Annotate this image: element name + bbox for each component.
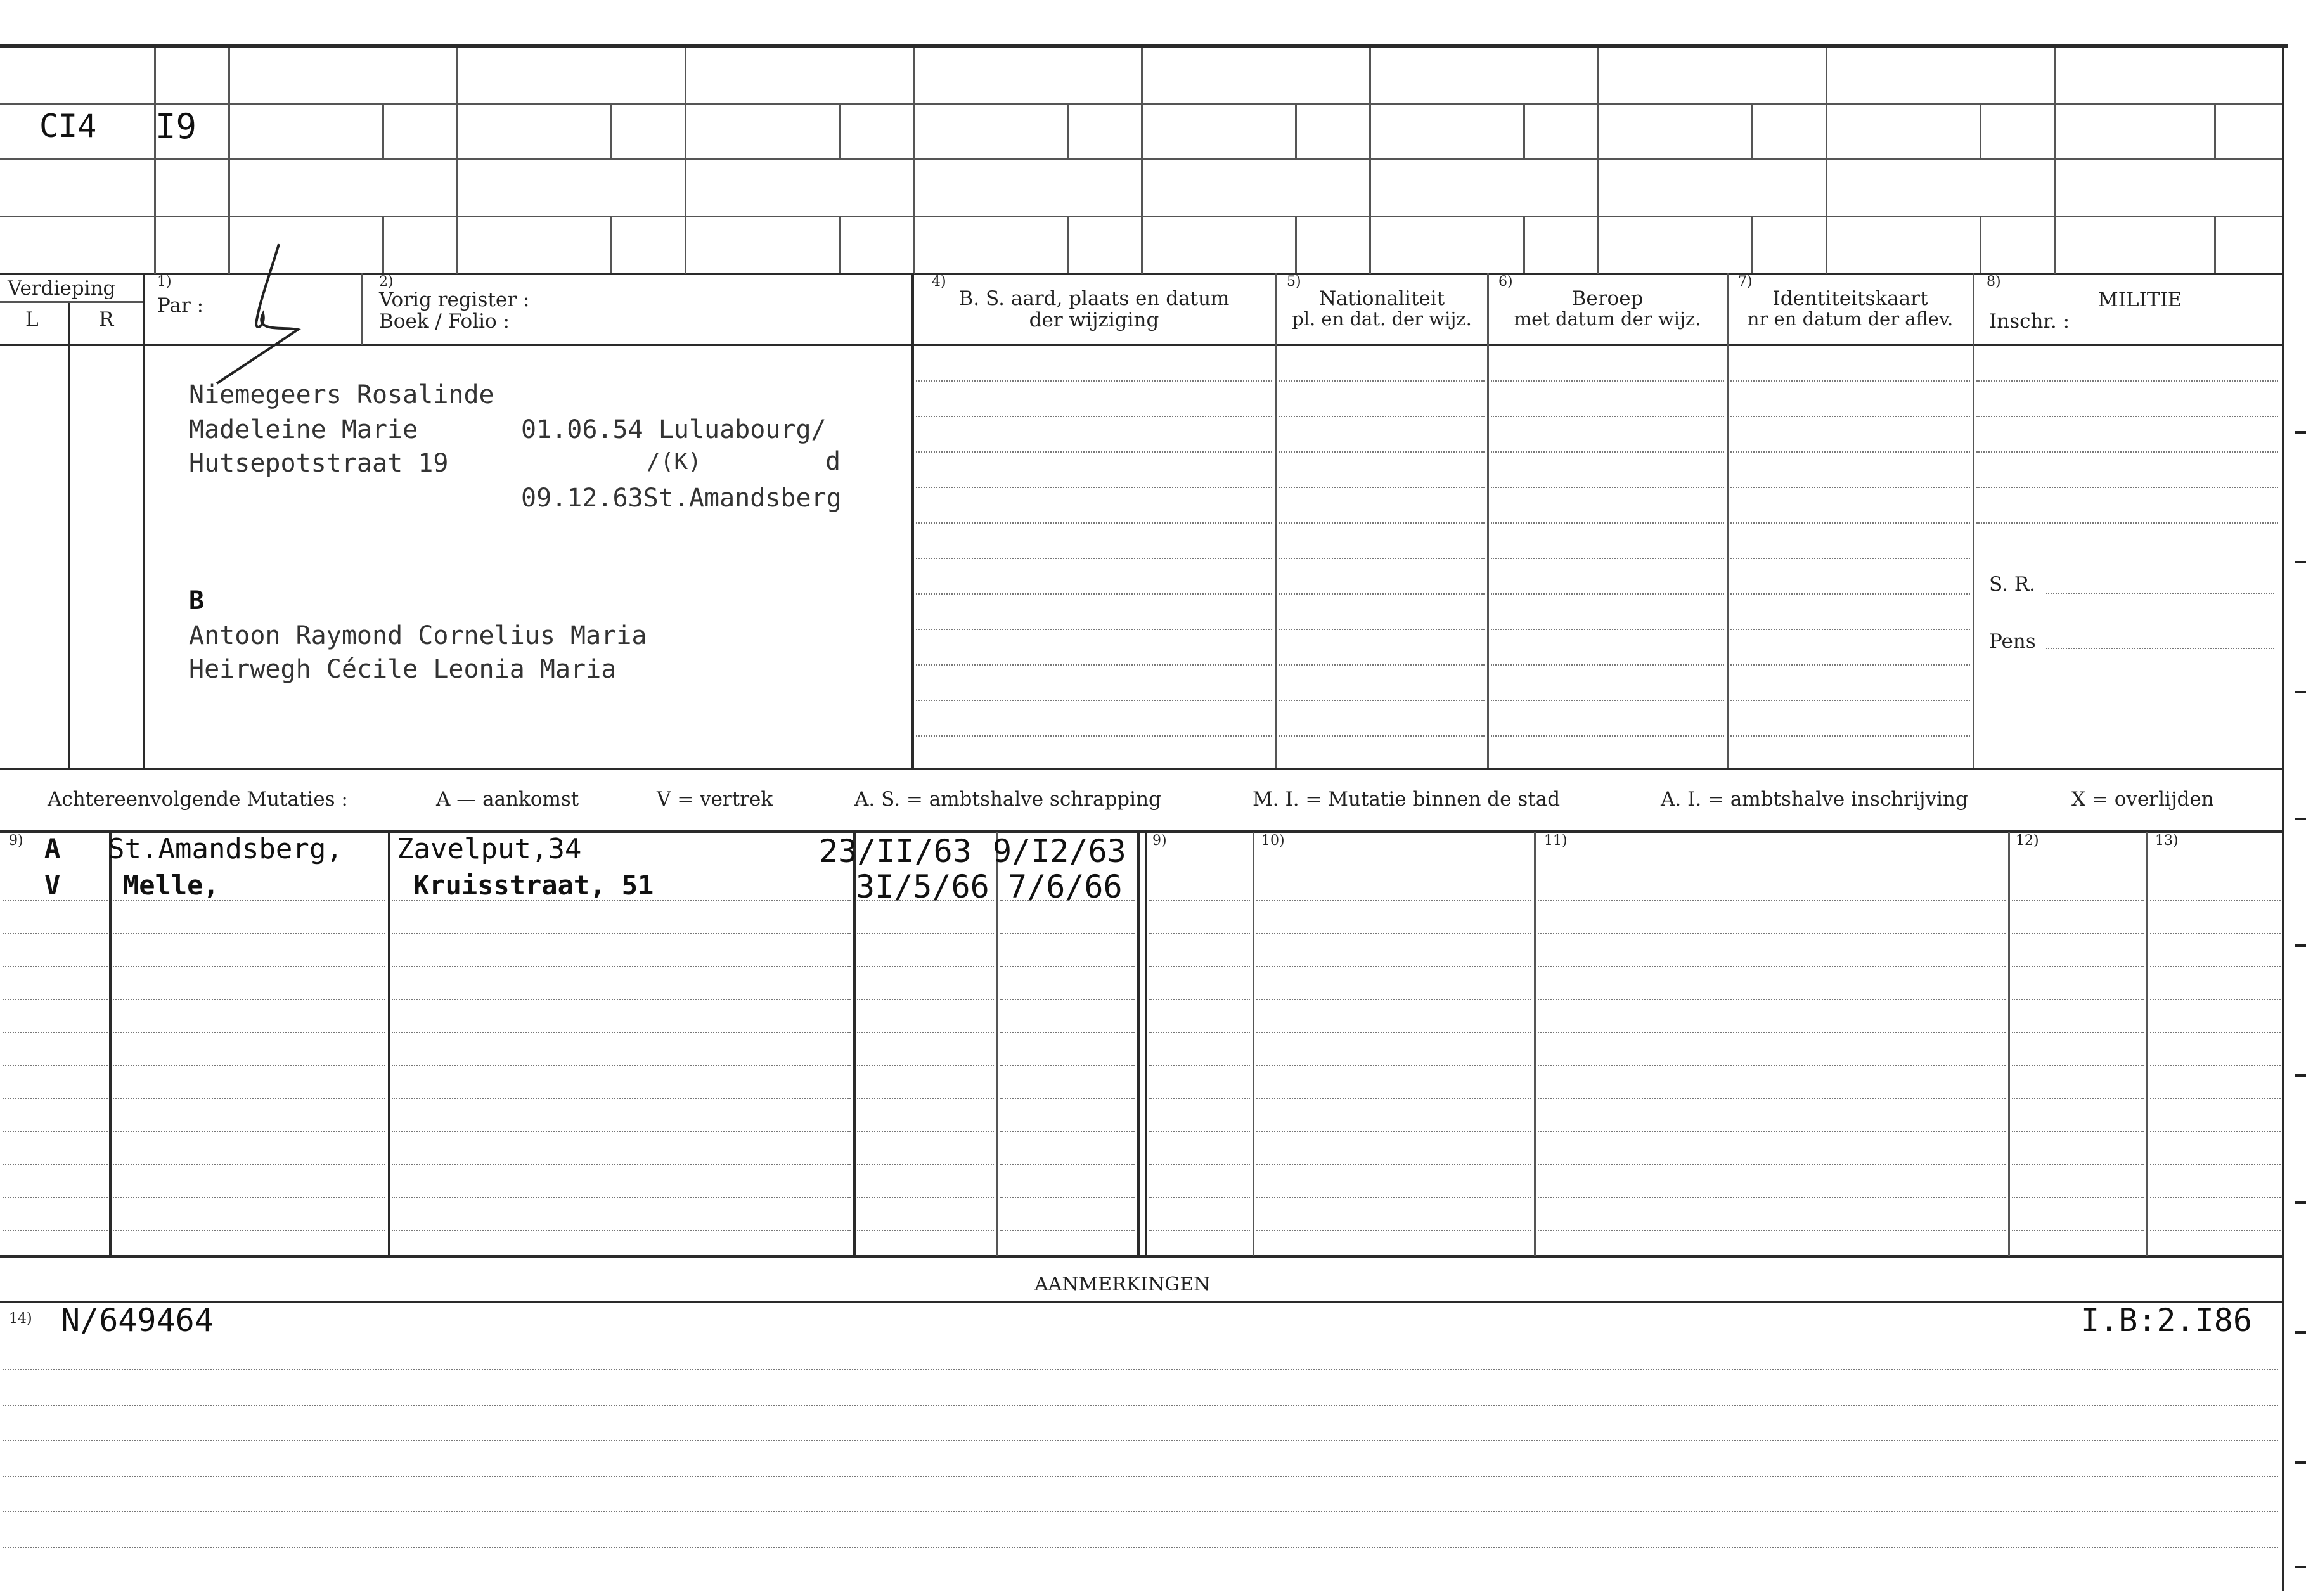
- ruled-line: [1149, 1197, 1250, 1198]
- ruled-line: [3, 1197, 108, 1198]
- ruled-line: [1491, 629, 1724, 630]
- ruled-line: [1538, 1065, 2006, 1066]
- ruled-line: [2150, 1131, 2281, 1132]
- sr-label: S. R.: [1989, 573, 2036, 596]
- ruled-line: [2012, 1032, 2144, 1033]
- mutation-street: Kruisstraat, 51: [413, 870, 654, 901]
- ruled-line: [1730, 380, 1970, 382]
- ruled-line: [3, 933, 108, 934]
- ruled-line: [1730, 558, 1970, 559]
- field-number: 13): [2155, 833, 2179, 849]
- ruled-line: [916, 558, 1272, 559]
- field-number: 8): [1987, 274, 2001, 290]
- ruled-line: [857, 1197, 994, 1198]
- ruled-line: [857, 1230, 994, 1231]
- ruled-line: [1256, 1065, 1531, 1066]
- ruled-line: [1976, 416, 2278, 417]
- ruled-line: [392, 999, 851, 1000]
- ruled-line: [3, 1440, 2278, 1441]
- ruled-line: [1279, 487, 1485, 488]
- ruled-line: [113, 1131, 385, 1132]
- ruled-line: [113, 933, 385, 934]
- ruled-line: [2012, 966, 2144, 967]
- mutation-place: St.Amandsberg,: [108, 833, 343, 865]
- ruled-line: [392, 1230, 851, 1231]
- ruled-line: [1730, 700, 1970, 701]
- field-number: 2): [379, 274, 394, 290]
- legend-official-registration: A. I. = ambtshalve inschrijving: [1661, 788, 1968, 811]
- ruled-line: [1730, 487, 1970, 488]
- ruled-line: [1256, 933, 1531, 934]
- ruled-line: [916, 664, 1272, 666]
- ruled-line: [1491, 380, 1724, 382]
- mutation-type: V: [44, 870, 61, 901]
- ruled-line: [1279, 522, 1485, 524]
- bs-header-line2: der wijziging: [1029, 309, 1159, 331]
- ruled-line: [1538, 1230, 2006, 1231]
- ruled-line: [1730, 522, 1970, 524]
- ruled-line: [857, 1131, 994, 1132]
- ruled-line: [1256, 966, 1531, 967]
- ruled-line: [1538, 1098, 2006, 1099]
- ruled-line: [1976, 380, 2278, 382]
- ruled-line: [1730, 629, 1970, 630]
- ruled-line: [2012, 933, 2144, 934]
- field-number: 4): [932, 274, 946, 290]
- ruled-line: [1279, 664, 1485, 666]
- ruled-line: [916, 700, 1272, 701]
- ruled-line: [1256, 900, 1531, 901]
- ruled-line: [1256, 1098, 1531, 1099]
- ruled-line: [2012, 900, 2144, 901]
- ruled-line: [1256, 1230, 1531, 1231]
- ruled-line: [1256, 1164, 1531, 1165]
- ruled-line: [3, 1547, 2278, 1548]
- ruled-line: [1149, 1065, 1250, 1066]
- ruled-line: [857, 1164, 994, 1165]
- ruled-line: [1538, 999, 2006, 1000]
- ruled-line: [1491, 664, 1724, 666]
- ruled-line: [1538, 1197, 2006, 1198]
- ruled-line: [1491, 700, 1724, 701]
- ruled-line: [1000, 1230, 1135, 1231]
- handwritten-bracket-mark: [209, 238, 311, 402]
- ruled-line: [1149, 933, 1250, 934]
- field-number: 12): [2016, 833, 2039, 849]
- person-birth-note: /(K): [647, 449, 702, 475]
- ruled-line: [113, 1065, 385, 1066]
- ruled-line: [3, 1164, 108, 1165]
- ruled-line: [857, 966, 994, 967]
- ruled-line: [1491, 487, 1724, 488]
- nationality-header-line2: pl. en dat. der wijz.: [1292, 308, 1472, 330]
- field-number: 6): [1498, 274, 1513, 290]
- legend-arrival: A — aankomst: [436, 788, 579, 811]
- ruled-line: [916, 487, 1272, 488]
- ruled-line: [857, 1098, 994, 1099]
- card-code-left: CI4: [39, 108, 97, 145]
- ruled-line: [1256, 999, 1531, 1000]
- ruled-line: [3, 1131, 108, 1132]
- legend-official-removal: A. S. = ambtshalve schrapping: [854, 788, 1161, 811]
- ruled-line: [2150, 1164, 2281, 1165]
- ruled-line: [1000, 966, 1135, 967]
- ruled-line: [1730, 416, 1970, 417]
- ruled-line: [3, 1476, 2278, 1477]
- ruled-line: [2012, 1065, 2144, 1066]
- right-label: R: [99, 308, 114, 331]
- person-date2: 09.12.63St.Amandsberg: [521, 484, 842, 513]
- ruled-line: [1976, 522, 2278, 524]
- left-label: L: [25, 308, 39, 331]
- boek-folio-label: Boek / Folio :: [379, 310, 510, 333]
- ruled-line: [916, 416, 1272, 417]
- ruled-line: [1279, 735, 1485, 737]
- ruled-line: [392, 966, 851, 967]
- ruled-line: [2150, 1230, 2281, 1231]
- person-address: Hutsepotstraat 19: [189, 449, 449, 478]
- ruled-line: [113, 1197, 385, 1198]
- id-card-header-line1: Identiteitskaart: [1772, 287, 1928, 310]
- ruled-line: [1538, 933, 2006, 934]
- ruled-line: [1000, 933, 1135, 934]
- ruled-line: [1279, 700, 1485, 701]
- legend-internal-move: M. I. = Mutatie binnen de stad: [1253, 788, 1561, 811]
- ruled-line: [3, 999, 108, 1000]
- legend-death: X = overlijden: [2071, 788, 2214, 811]
- field-number: 1): [157, 274, 172, 290]
- ruled-line: [857, 1032, 994, 1033]
- ruled-line: [1149, 1032, 1250, 1033]
- ruled-line: [2012, 1230, 2144, 1231]
- ruled-line: [1279, 380, 1485, 382]
- ruled-line: [2012, 1197, 2144, 1198]
- field-number: 14): [9, 1311, 32, 1327]
- ruled-line: [113, 966, 385, 967]
- ruled-line: [1491, 416, 1724, 417]
- ruled-line: [1730, 664, 1970, 666]
- ruled-line: [1279, 451, 1485, 453]
- ruled-line: [113, 1164, 385, 1165]
- ruled-line: [857, 999, 994, 1000]
- ruled-line: [1538, 1032, 2006, 1033]
- ruled-line: [3, 1098, 108, 1099]
- person-name: Niemegeers Rosalinde: [189, 380, 494, 409]
- person-father: Antoon Raymond Cornelius Maria: [189, 621, 647, 650]
- legend-title: Achtereenvolgende Mutaties :: [48, 788, 348, 811]
- mutation-date-arrival: 23/II/63: [819, 833, 972, 870]
- ruled-line: [916, 380, 1272, 382]
- ruled-line: [1279, 593, 1485, 595]
- person-mother: Heirwegh Cécile Leonia Maria: [189, 655, 617, 684]
- ruled-line: [2150, 966, 2281, 967]
- person-b-mark: B: [189, 586, 205, 615]
- ruled-line: [1000, 1164, 1135, 1165]
- ruled-line: [1149, 1098, 1250, 1099]
- ruled-line: [2150, 1197, 2281, 1198]
- ruled-line: [1491, 558, 1724, 559]
- card-code-right: I9: [155, 106, 197, 146]
- ruled-line: [1000, 999, 1135, 1000]
- mutation-place: Melle,: [123, 870, 219, 901]
- mutation-date-deregistration: 7/6/66: [1008, 868, 1123, 905]
- legend-departure: V = vertrek: [657, 788, 773, 811]
- ruled-line: [1538, 1131, 2006, 1132]
- remarks-reference: N/649464: [61, 1302, 214, 1339]
- ruled-line: [1279, 416, 1485, 417]
- field-number: 11): [1544, 833, 1568, 849]
- ruled-line: [392, 933, 851, 934]
- ruled-line: [1279, 629, 1485, 630]
- ruled-line: [1491, 451, 1724, 453]
- ruled-line: [1000, 1098, 1135, 1099]
- ruled-line: [1149, 966, 1250, 967]
- ruled-line: [1491, 735, 1724, 737]
- mutation-type: A: [44, 833, 61, 864]
- ruled-line: [3, 966, 108, 967]
- ruled-line: [2012, 1098, 2144, 1099]
- ruled-line: [392, 1032, 851, 1033]
- ruled-line: [3, 1065, 108, 1066]
- ruled-line: [1000, 1065, 1135, 1066]
- ruled-line: [2150, 1065, 2281, 1066]
- ruled-line: [1730, 451, 1970, 453]
- ruled-line: [916, 593, 1272, 595]
- ruled-line: [1538, 1164, 2006, 1165]
- ruled-line: [1538, 900, 2006, 901]
- ruled-line: [113, 1230, 385, 1231]
- ruled-line: [3, 1405, 2278, 1406]
- person-d-mark: d: [825, 447, 841, 476]
- ruled-line: [113, 999, 385, 1000]
- id-card-header-line2: nr en datum der aflev.: [1747, 308, 1954, 330]
- pens-label: Pens: [1989, 630, 2036, 653]
- ruled-line: [2150, 1098, 2281, 1099]
- ruled-line: [916, 522, 1272, 524]
- ruled-line: [916, 629, 1272, 630]
- ruled-line: [1256, 1131, 1531, 1132]
- vorig-register-label: Vorig register :: [379, 288, 530, 311]
- ruled-line: [2150, 999, 2281, 1000]
- ruled-line: [1256, 1197, 1531, 1198]
- ruled-line: [1256, 1032, 1531, 1033]
- ruled-line: [1000, 1131, 1135, 1132]
- ruled-line: [1491, 593, 1724, 595]
- verdieping-label: Verdieping: [8, 277, 116, 300]
- field-number: 9): [9, 833, 23, 849]
- field-number: 9): [1152, 833, 1167, 849]
- ruled-line: [1730, 593, 1970, 595]
- ruled-line: [1279, 558, 1485, 559]
- ruled-line: [916, 451, 1272, 453]
- ruled-line: [1000, 1197, 1135, 1198]
- ruled-line: [1000, 1032, 1135, 1033]
- bs-header-line1: B. S. aard, plaats en datum: [958, 287, 1230, 310]
- mutation-date-departure: 3I/5/66: [856, 868, 989, 905]
- par-label: Par :: [157, 294, 204, 317]
- militie-header: MILITIE: [2098, 288, 2182, 311]
- remarks-code: I.B:2.I86: [2080, 1302, 2252, 1339]
- ruled-line: [1730, 735, 1970, 737]
- ruled-line: [113, 1098, 385, 1099]
- ruled-line: [1149, 900, 1250, 901]
- ruled-line: [113, 1032, 385, 1033]
- ruled-line: [2012, 1131, 2144, 1132]
- ruled-line: [1149, 999, 1250, 1000]
- nationality-header-line1: Nationaliteit: [1318, 287, 1445, 310]
- field-number: 10): [1261, 833, 1285, 849]
- ruled-line: [1538, 966, 2006, 967]
- ruled-line: [3, 1230, 108, 1231]
- remarks-title: AANMERKINGEN: [1034, 1273, 1211, 1296]
- ruled-line: [1976, 487, 2278, 488]
- mutation-date-registration: 9/I2/63: [993, 833, 1126, 870]
- profession-header-line1: Beroep: [1571, 287, 1644, 310]
- ruled-line: [392, 1065, 851, 1066]
- ruled-line: [2150, 933, 2281, 934]
- ruled-line: [1149, 1164, 1250, 1165]
- ruled-line: [392, 1197, 851, 1198]
- ruled-line: [1491, 522, 1724, 524]
- ruled-line: [1976, 451, 2278, 453]
- ruled-line: [392, 1131, 851, 1132]
- ruled-line: [3, 1032, 108, 1033]
- profession-header-line2: met datum der wijz.: [1514, 308, 1701, 330]
- field-number: 5): [1287, 274, 1301, 290]
- ruled-line: [857, 933, 994, 934]
- ruled-line: [392, 1164, 851, 1165]
- inschr-label: Inschr. :: [1989, 310, 2070, 333]
- ruled-line: [2150, 900, 2281, 901]
- ruled-line: [857, 1065, 994, 1066]
- ruled-line: [1149, 1131, 1250, 1132]
- ruled-line: [1149, 1230, 1250, 1231]
- ruled-line: [3, 1511, 2278, 1512]
- ruled-line: [392, 1098, 851, 1099]
- mutation-street: Zavelput,34: [397, 833, 582, 865]
- ruled-line: [3, 1369, 2278, 1370]
- person-birth: 01.06.54 Luluabourg/: [521, 415, 827, 444]
- person-given-names: Madeleine Marie: [189, 415, 418, 444]
- ruled-line: [2012, 1164, 2144, 1165]
- field-number: 7): [1738, 274, 1753, 290]
- ruled-line: [2150, 1032, 2281, 1033]
- ruled-line: [916, 735, 1272, 737]
- ruled-line: [2012, 999, 2144, 1000]
